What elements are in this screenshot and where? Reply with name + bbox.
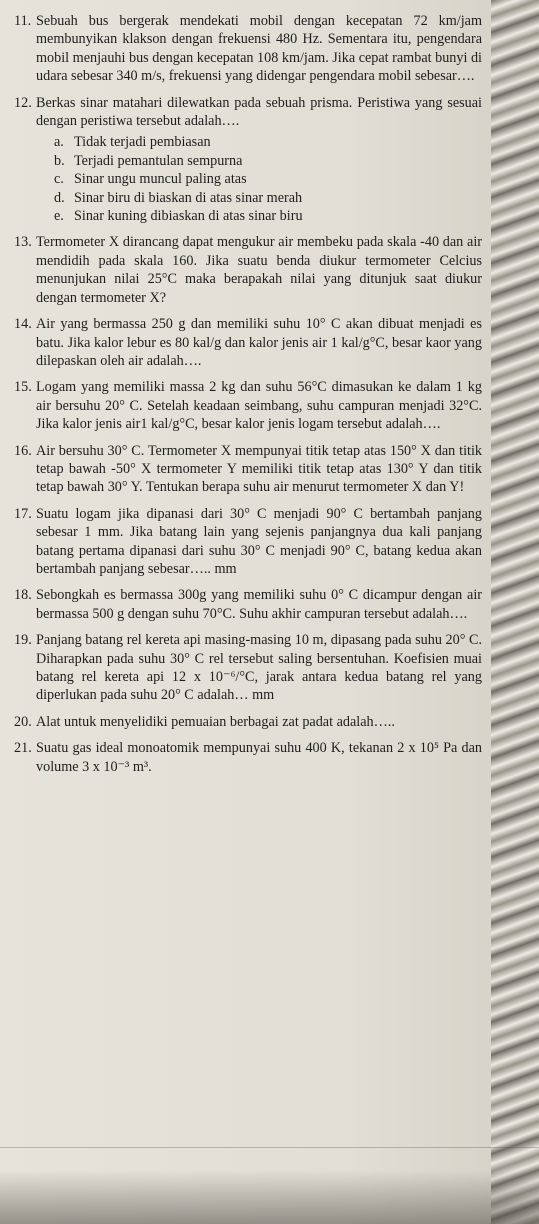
question-text: Logam yang memiliki massa 2 kg dan suhu 56°C dimasukan ke dalam 1 kg air bersuhu 20° C. Setelah keadaan seimbang, suhu campuran menjadi 32°C. Jika kalor jenis air1 kal/g°C, besar kalor jenis logam tersebut adalah…. [36, 379, 482, 433]
question-number: 17. [14, 505, 32, 522]
option-letter: b. [54, 152, 65, 169]
question-number: 16. [14, 442, 32, 459]
option-text: Terjadi pemantulan sempurna [74, 152, 243, 169]
bottom-shadow [0, 1170, 539, 1224]
answer-option [54, 207, 482, 225]
question-list [14, 12, 482, 784]
question-number: 13. [14, 234, 32, 251]
question-number: 18. [14, 587, 32, 604]
answer-options [54, 133, 482, 225]
question-item [14, 713, 482, 731]
option-letter: a. [54, 134, 64, 151]
answer-option [54, 152, 482, 170]
option-letter: d. [54, 189, 65, 206]
question-item [14, 94, 482, 226]
question-text: Sebongkah es bermassa 300g yang memiliki suhu 0° C dicampur dengan air bermassa 500 g dengan suhu 70°C. Suhu akhir campuran tersebut adalah…. [36, 587, 482, 622]
question-number: 12. [14, 94, 32, 111]
question-number: 20. [14, 713, 32, 730]
option-text: Sinar biru di biaskan di atas sinar merah [74, 189, 303, 206]
question-text: Air yang bermassa 250 g dan memiliki suhu 10° C akan dibuat menjadi es batu. Jika kalor lebur es 80 kal/g dan kalor jenis air 1 kal/g°C, besar kaor yang dilepaskan oleh air adalah…. [36, 316, 482, 369]
question-number: 21. [14, 740, 32, 757]
question-number: 14. [14, 316, 32, 333]
question-item [14, 378, 482, 433]
question-item [14, 315, 482, 370]
option-letter: c. [54, 171, 64, 188]
question-item [14, 505, 482, 579]
question-number: 15. [14, 379, 32, 396]
question-text: Sebuah bus bergerak mendekati mobil dengan kecepatan 72 km/jam membunyikan klakson dengan frekuensi 480 Hz. Sementara itu, pengendara mobil menjauhi bus dengan kecepatan 108 km/jam. Jika cepat rambat bunyi di udara sebesar 340 m/s, frekuensi yang didengar pengendara mobil sebesar…. [36, 13, 482, 85]
question-text: Air bersuhu 30° C. Termometer X mempunyai titik tetap atas 150° X dan titik tetap bawah -50° X termometer Y memiliki titik tetap atas 130° Y dan titik tetap bawah 30° Y. Tentukan berapa suhu air menurut termometer X dan Y! [36, 442, 482, 496]
question-text: Panjang batang rel kereta api masing-masing 10 m, dipasang pada suhu 20° C. Diharapkan pada suhu 30° C rel tersebut saling bersentuhan. Koefisien muai batang rel kereta api 12 x 10⁻⁶/°C, jarak antara kedua batang rel yang diperlukan pada suhu 20° C adalah… mm [36, 632, 482, 704]
question-number: 11. [14, 13, 32, 29]
question-item [14, 442, 482, 497]
fold-line [0, 1147, 539, 1148]
question-item [14, 233, 482, 307]
question-text: Termometer X dirancang dapat mengukur air membeku pada skala -40 dan air mendidih pada skala 160. Jika suatu benda diukur termometer Celcius menunjukan nilai 25°C maka berapakah nilai yang ditunjuk saat diukur dengan termometer X? [36, 234, 482, 306]
option-text: Tidak terjadi pembiasan [74, 134, 211, 151]
option-text: Sinar ungu muncul paling atas [74, 171, 247, 188]
option-text: Sinar kuning dibiaskan di atas sinar biru [74, 208, 303, 225]
question-text: Suatu logam jika dipanasi dari 30° C menjadi 90° C bertambah panjang sebesar 1 mm. Jika batang lain yang sejenis panjangnya dua kali panjang batang pertama dipanasi dari suhu 30° C menjadi 90° C, batang kedua akan bertambah panjang sebesar….. mm [36, 505, 482, 577]
question-item [14, 12, 482, 86]
question-item [14, 586, 482, 623]
answer-option [54, 133, 482, 151]
question-item [14, 739, 482, 776]
question-text: Berkas sinar matahari dilewatkan pada sebuah prisma. Peristiwa yang sesuai dengan peristiwa tersebut adalah…. [36, 94, 482, 130]
question-text: Alat untuk menyelidiki pemuaian berbagai zat padat adalah….. [36, 713, 395, 730]
question-text: Suatu gas ideal monoatomik mempunyai suhu 400 K, tekanan 2 x 10⁵ Pa dan volume 3 x 10⁻³ m³. [36, 740, 482, 775]
answer-option [54, 189, 482, 207]
question-item [14, 631, 482, 705]
option-letter: e. [54, 208, 64, 225]
binding-edge [491, 0, 539, 1224]
question-number: 19. [14, 632, 32, 649]
answer-option [54, 170, 482, 188]
